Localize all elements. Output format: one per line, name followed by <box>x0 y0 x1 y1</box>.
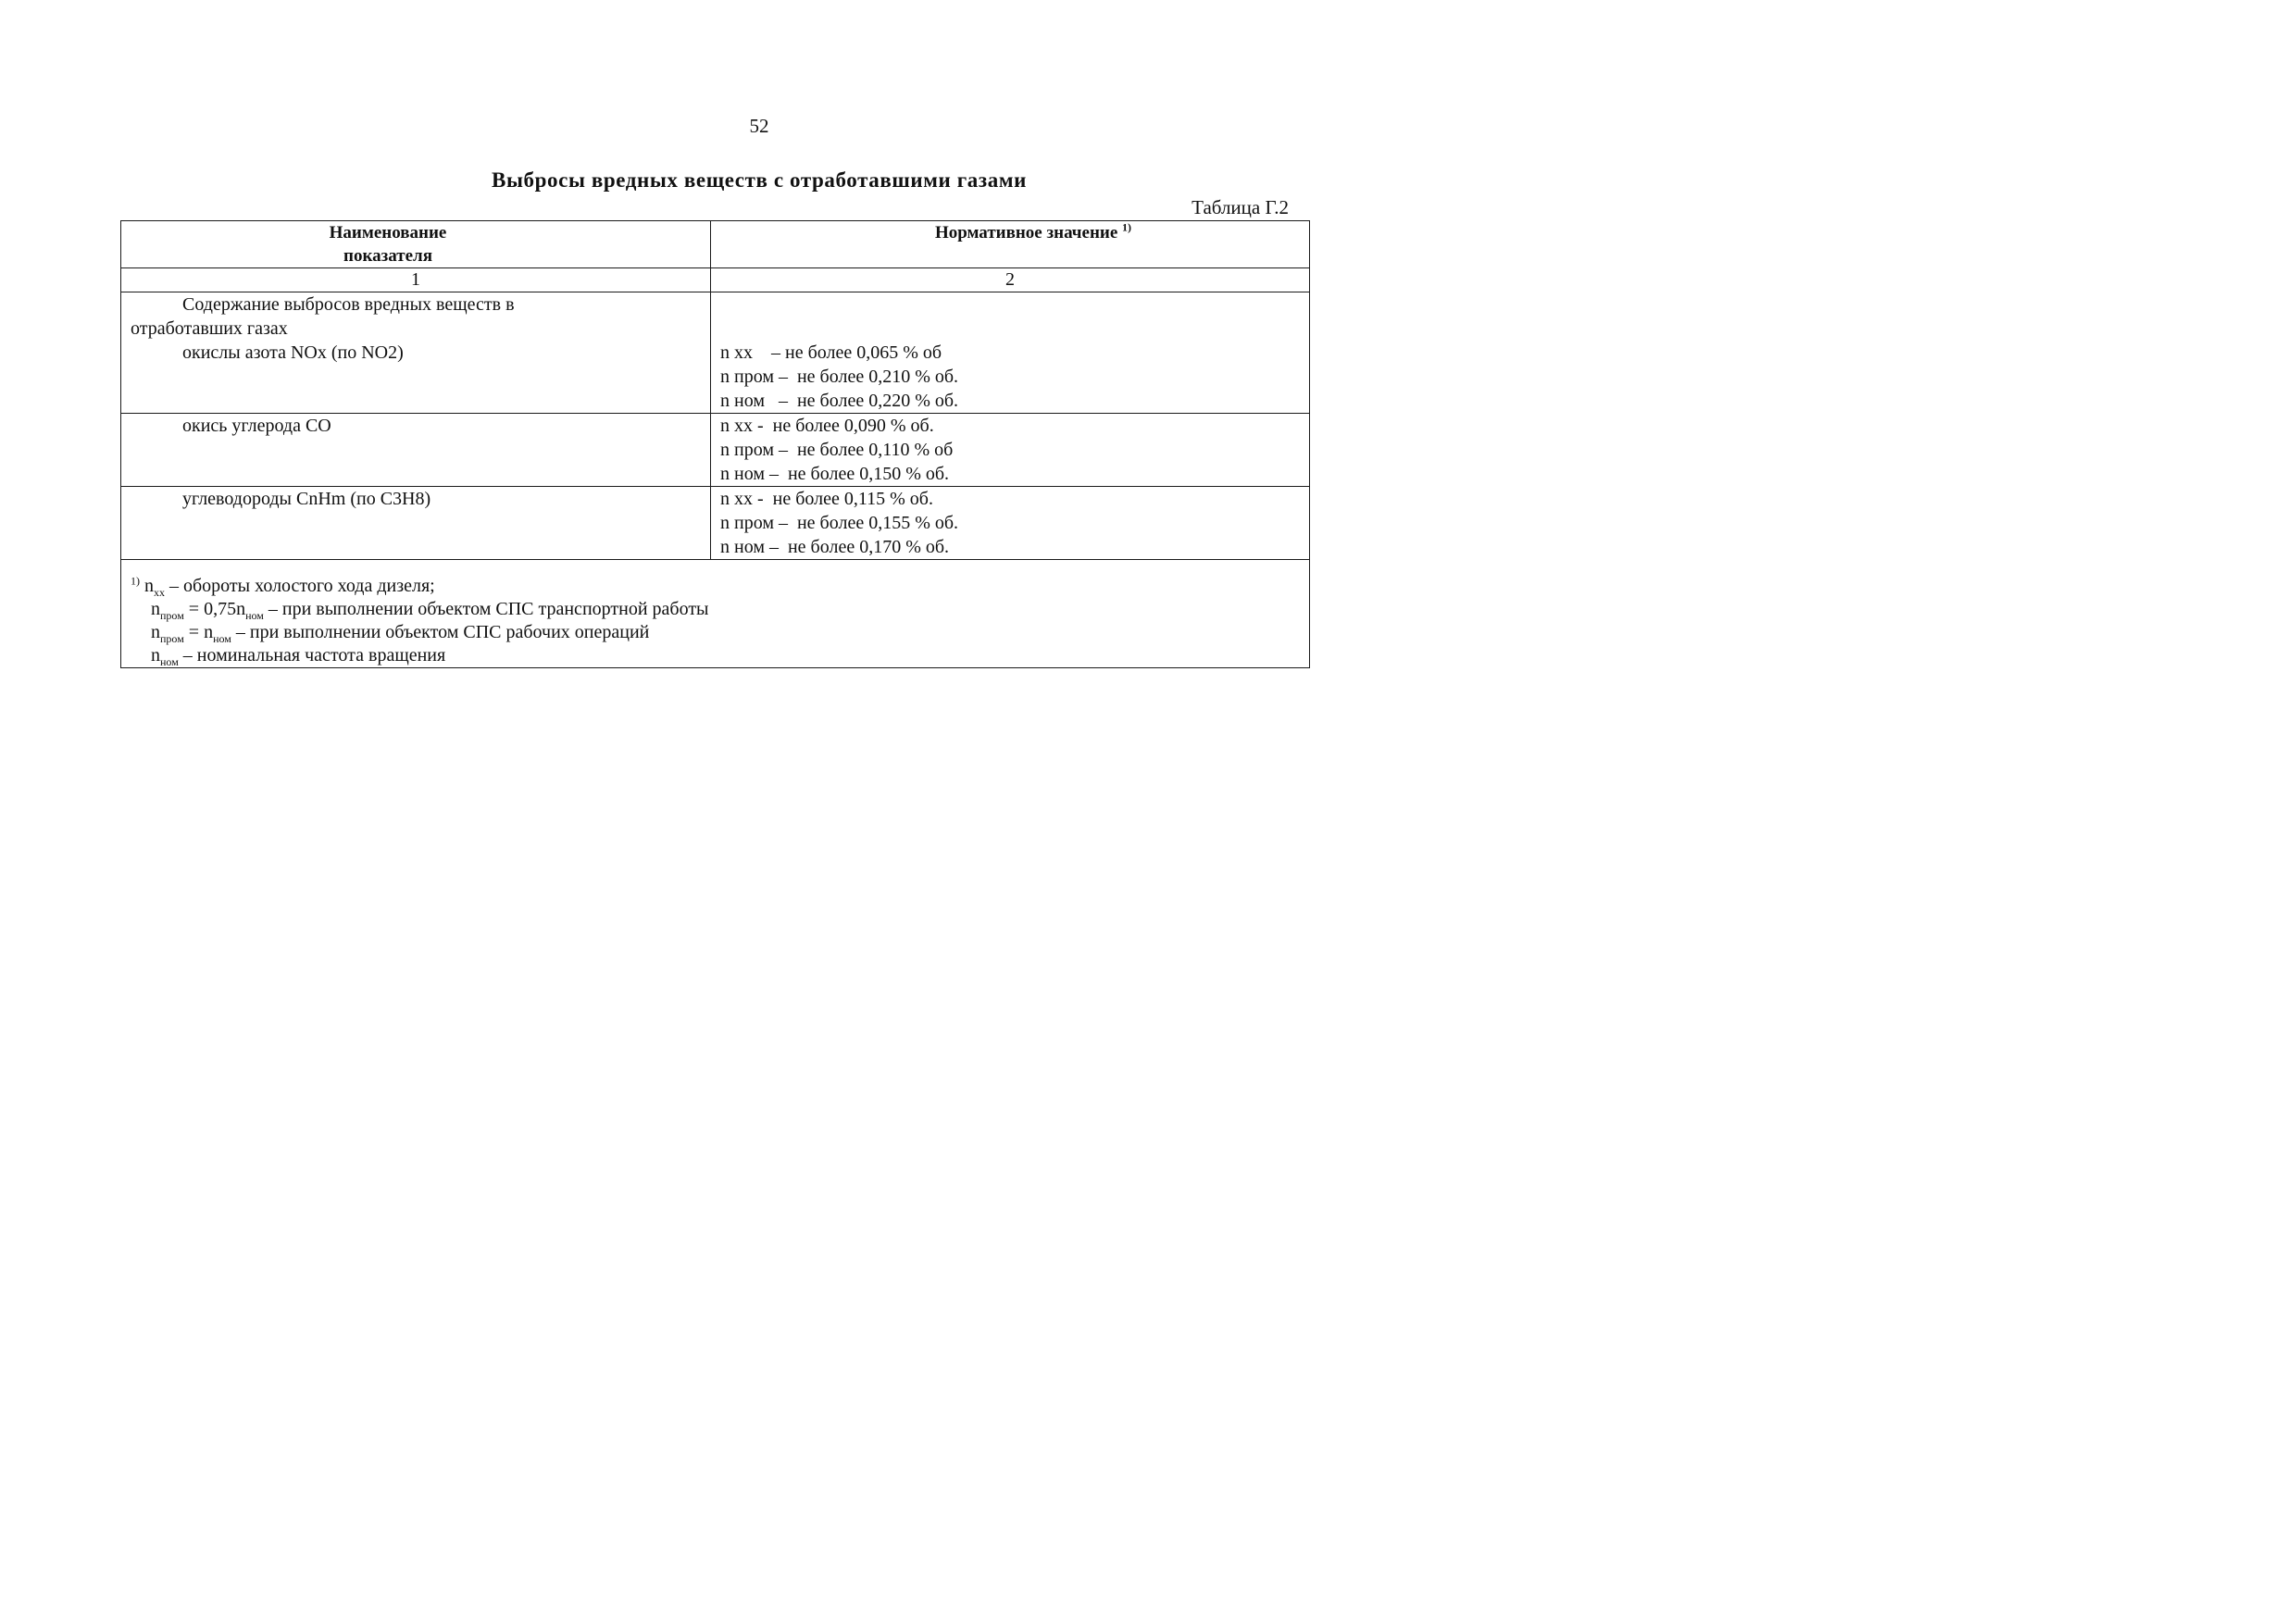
fn2-mid: = 0,75n <box>183 599 246 619</box>
intro-line1: Содержание выбросов вредных веществ в <box>182 294 515 315</box>
fn3-sub2: ном <box>213 632 231 645</box>
fn3-text: – при выполнении объектом СПС рабочих операций <box>231 622 650 642</box>
emissions-table <box>120 220 1310 668</box>
value-line: n хх - не более 0,115 % об. <box>720 489 933 509</box>
column-number-row <box>121 268 1310 292</box>
value-line: n ном – не более 0,170 % об. <box>720 537 950 557</box>
header-col2-text: Нормативное значение <box>934 223 1118 243</box>
value-line: n пром – не более 0,155 % об. <box>720 513 959 533</box>
fn3-mid: = n <box>183 622 214 642</box>
header-normative-value <box>711 221 1310 268</box>
footnote-line-1 <box>131 575 1309 598</box>
row-co-name-cell <box>121 414 711 487</box>
value-line: n пром – не более 0,110 % об <box>720 440 954 460</box>
fn2-sub2: ном <box>245 609 264 622</box>
value-line: n ном – не более 0,150 % об. <box>720 464 950 484</box>
header-indicator-name <box>121 221 711 268</box>
footnote-line-2 <box>131 598 1309 621</box>
table-header-row <box>121 221 1310 268</box>
header-footnote-ref: 1) <box>1122 220 1132 234</box>
row-co-name: окись углерода СО <box>182 416 331 436</box>
table-row-cnhm <box>121 487 1310 560</box>
value-line: n хх – не более 0,065 % об <box>720 342 942 363</box>
footnote-ref: 1) <box>131 574 140 588</box>
value-line: n ном – не более 0,220 % об. <box>720 391 959 411</box>
row-cnhm-values <box>711 487 1310 560</box>
fn4-n: n <box>151 645 160 665</box>
fn3-sub: пром <box>160 632 184 645</box>
fn2-n: n <box>151 599 160 619</box>
table-row-co <box>121 414 1310 487</box>
row-nox-values <box>711 292 1310 414</box>
fn1-n: n <box>144 576 154 596</box>
footnote-row <box>121 560 1310 668</box>
footnote <box>121 560 1310 668</box>
intro-line2: отработавших газах <box>131 318 288 339</box>
row-nox-name: окислы азота NOx (по NO2) <box>182 342 404 363</box>
row-cnhm-name-cell <box>121 487 711 560</box>
fn3-n: n <box>151 622 160 642</box>
value-line: n хх - не более 0,090 % об. <box>720 416 934 436</box>
row-co-values <box>711 414 1310 487</box>
fn4-sub: ном <box>160 655 179 668</box>
column-number-1: 1 <box>121 268 711 292</box>
fn1-text: – обороты холостого хода дизеля; <box>165 576 435 596</box>
column-number-2: 2 <box>711 268 1310 292</box>
fn2-text: – при выполнении объектом СПС транспортной работы <box>263 599 709 619</box>
fn4-text: – номинальная частота вращения <box>178 645 446 665</box>
value-line: n пром – не более 0,210 % об. <box>720 367 959 387</box>
header-col1-line1: Наименование <box>329 223 447 243</box>
header-col1-line2: показателя <box>343 246 432 266</box>
table-label: Таблица Г.2 <box>1192 196 1289 218</box>
fn1-sub: хх <box>154 586 165 599</box>
row-nox-name-cell <box>121 292 711 414</box>
fn2-sub: пром <box>160 609 184 622</box>
row-cnhm-name: углеводороды CnHm (по С3Н8) <box>182 489 431 509</box>
page-number: 52 <box>749 115 769 137</box>
table-row-nox <box>121 292 1310 414</box>
document-title: Выбросы вредных веществ с отработавшими газами <box>492 168 1027 192</box>
footnote-line-4 <box>131 644 1309 667</box>
footnote-line-3 <box>131 621 1309 644</box>
